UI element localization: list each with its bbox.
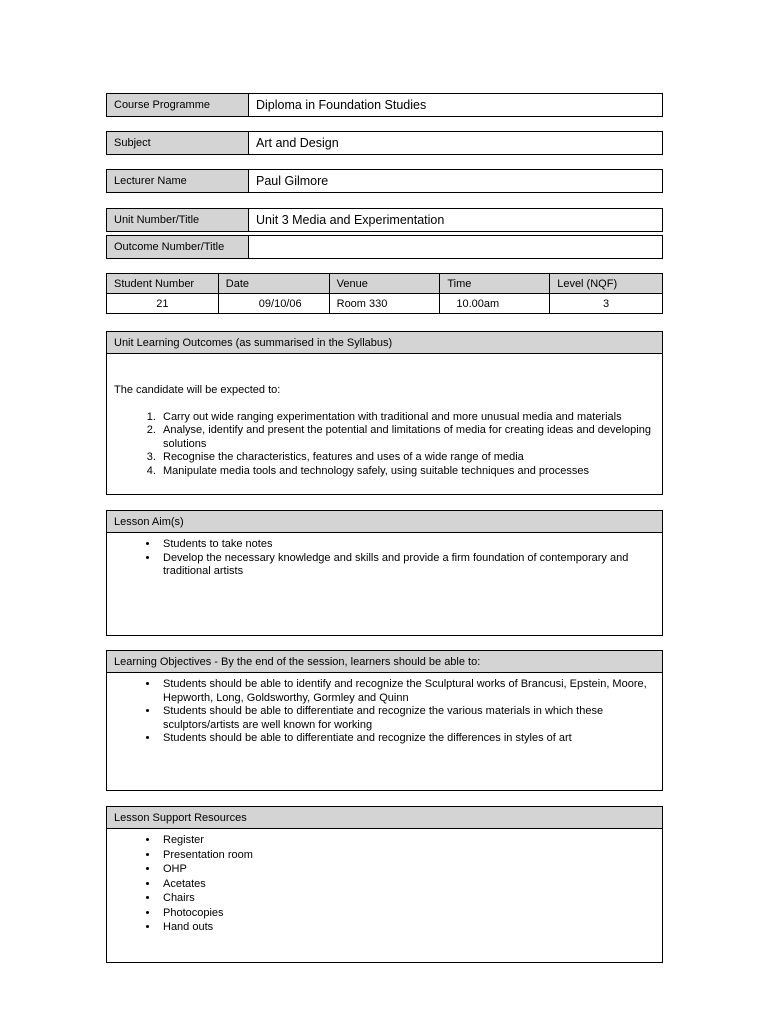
list-item: • Acetates [159,877,662,892]
outcome-value [249,236,662,258]
objectives-list [107,678,662,746]
session-header-cell: Date [218,274,329,294]
list-item: • OHP [159,862,662,877]
resources-title: Lesson Support Resources [107,807,662,829]
list-item: • Hand outs [159,920,662,935]
list-item: • Chairs [159,891,662,906]
session-header-row [107,274,663,294]
lecturer-label: Lecturer Name [107,170,249,192]
course-programme-value: Diploma in Foundation Studies [256,98,427,112]
outcomes-title: Unit Learning Outcomes (as summarised in the Syllabus) [107,332,662,354]
outcome-row [106,235,663,259]
objectives-section [106,650,663,791]
session-value-cell: 3 [550,294,663,314]
session-header-cell: Student Number [107,274,219,294]
objectives-title: Learning Objectives - By the end of the session, learners should be able to: [107,651,662,673]
list-item: 4. Manipulate media tools and technology safely, using suitable techniques and processes [159,465,662,479]
unit-row [106,208,663,232]
list-item: 1. Carry out wide ranging experimentation with traditional and more unusual media and materials [159,411,662,425]
aims-list [107,538,662,579]
list-item: • Register [159,833,662,848]
session-header-cell: Time [440,274,550,294]
outcomes-list [107,411,662,479]
subject-row [106,131,663,155]
list-item: • Students to take notes [159,538,662,552]
unit-value: Unit 3 Media and Experimentation [256,213,445,227]
list-item: • Photocopies [159,906,662,921]
list-item: • Students should be able to differentiate and recognize the various materials in which these sculptors/artists are well known for working [159,705,662,732]
list-item: • Students should be able to identify and recognize the Sculptural works of Brancusi, Epstein, Moore, Hepworth, Long, Goldsworthy, Gormley and Quinn [159,678,662,705]
session-value-row [107,294,663,314]
outcomes-intro: The candidate will be expected to: [114,384,281,396]
subject-value: Art and Design [256,136,339,150]
list-item: • Students should be able to differentiate and recognize the differences in styles of art [159,732,662,746]
unit-label: Unit Number/Title [107,209,249,231]
resources-list [107,833,662,935]
session-value-cell: 10.00am [440,294,550,314]
course-programme-row [106,93,663,117]
lecturer-row [106,169,663,193]
outcome-label: Outcome Number/Title [107,236,249,258]
resources-section [106,806,663,963]
course-programme-label: Course Programme [107,94,249,116]
outcomes-section [106,331,663,495]
session-table [106,273,663,314]
list-item: • Develop the necessary knowledge and skills and provide a firm foundation of contemporary and traditional artists [159,552,662,579]
session-header-cell: Venue [329,274,440,294]
session-value-cell: Room 330 [329,294,440,314]
subject-label: Subject [107,132,249,154]
session-header-cell: Level (NQF) [550,274,663,294]
list-item: 2. Analyse, identify and present the potential and limitations of media for creating ideas and developing solutions [159,424,662,451]
session-value-cell: 21 [107,294,219,314]
aims-section [106,510,663,636]
aims-title: Lesson Aim(s) [107,511,662,533]
lecturer-value: Paul Gilmore [256,174,329,188]
list-item: 3. Recognise the characteristics, features and uses of a wide range of media [159,451,662,465]
list-item: • Presentation room [159,848,662,863]
session-value-cell: 09/10/06 [218,294,329,314]
